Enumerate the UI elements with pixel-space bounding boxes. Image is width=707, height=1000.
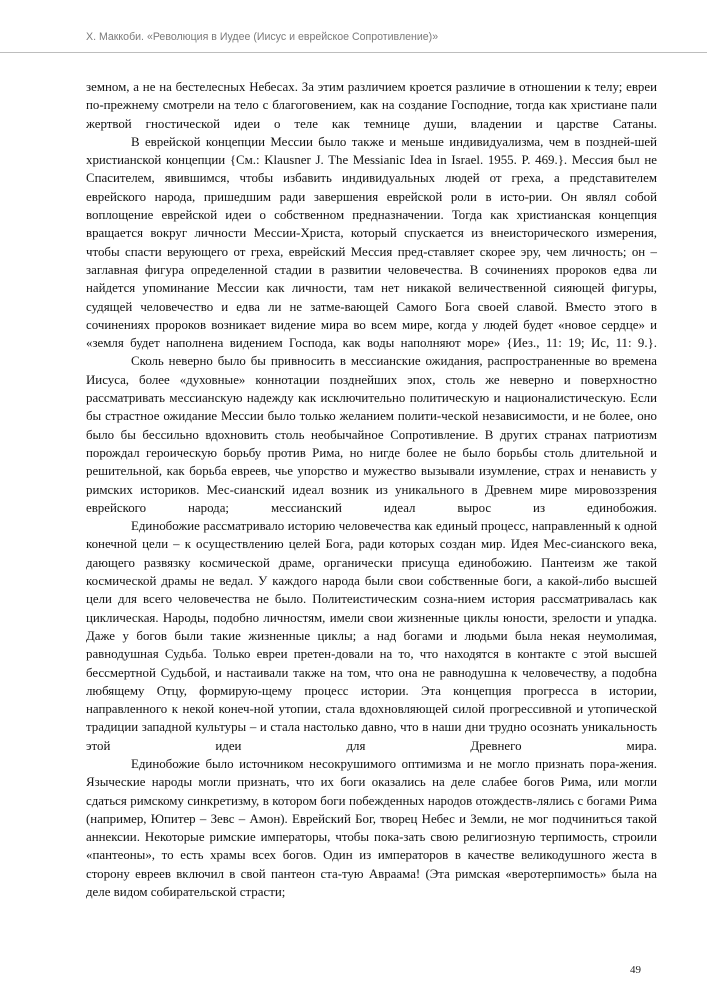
paragraph-3: Сколь неверно было бы привносить в мессианские ожидания, распространенные во времена Иисуса, более «духовные» коннотации позднейших эпох, столь же неверно и поверхностно рассматривать мессианскую надежду как исключительно политическую и националистическую. Если бы страстное ожидание Мессии было только желанием полити-ческой независимости, и не более, оно было бы бессильно вдохновить столь необычайное Сопротивление. В других странах патриотизм порождал героическую борьбу против Рима, но нигде более не было борьбы столь длительной и решительной, как борьба евреев, чье упорство и мужество вызывали изумление, страх и ненависть у римских историков. Мес-сианский идеал возник из уникального в Древнем мире мировоззрения еврейского народа; мессианский идеал вырос из единобожия. xyxy=(86,354,657,515)
paragraph-5: Единобожие было источником несокрушимого оптимизма и не могло признать пора-жения. Языческие народы могли признать, что их боги оказались на деле слабее богов Рима, или могли сдаться римскому синкретизму, в котором боги побежденных народов отождеств-лялись с богами Рима (например, Юпитер – Зевс – Амон). Еврейский Бог, творец Небес и Земли, не мог подчиниться такой аннексии. Некоторые римские императоры, чтобы пока-зать свою религиозную терпимость, строили «пантеоны», то есть храмы всех богов. Один из императоров в качестве великодушного жеста в сторону евреев включил в свой пантеон ста-тую Авраама! (Эта римская «веротерпимость» была на деле видом собирательской страсти; xyxy=(86,756,657,900)
body-text xyxy=(86,78,657,901)
header-divider xyxy=(0,52,707,53)
paragraph-2: В еврейской концепции Мессии было также и меньше индивидуализма, чем в поздней-шей христианской концепции {См.: Klausner J. The Messianic Idea in Israel. 1955. P. 469.}. Мессия был не Спасителем, явившимся, чтобы избавить индивидуальных людей от греха, а представителем еврейского народа, пришедшим ради завершения еврейской роли в исто-рии. Он являл собой воплощение еврейской идеи о собственном предназначении. Тогда как христианская концепция вращается вокруг личности Мессии-Христа, который спускается из внеисторического измерения, чтобы спасти верующего от греха, еврейский Мессия пред-ставляет скорее эру, чем личность; он – заглавная фигура определенной стадии в развитии человечества. В сочинениях пророков едва ли найдется упоминание Мессии как личности, там нет никакой величественной сияющей фигуры, судящей человечество и едва ли не затме-вающей Самого Бога своей славой. Вместо этого в сочинениях пророков возникает видение мира во всем мире, когда у людей будет «новое сердце» и «земля будет наполнена видением Господа, как воды наполняют море» {Иез., 11: 19; Ис, 11: 9.}. xyxy=(86,134,657,351)
page-number: 49 xyxy=(630,964,641,976)
paragraph-1: земном, а не на бестелесных Небесах. За этим различием кроется различие в отношении к телу; евреи по-прежнему смотрели на тело с благоговением, как на создание Господние, тогда как христиане пали жертвой гностической идеи о теле как темнице души, владении и царстве Сатаны. xyxy=(86,80,657,131)
running-header: Х. Маккоби. «Революция в Иудее (Иисус и еврейское Сопротивление)» xyxy=(86,31,439,43)
paragraph-4: Единобожие рассматривало историю человечества как единый процесс, направленный к одной конечной цели – к осуществлению целей Бога, ради которых создан мир. Идея Мес-сианского века, дающего развязку космической драме, органически присуща единобожию. Пантеизм же такой космической драмы не ведал. У каждого народа были свои собственные боги, а какой-либо высшей цели для всего человечества не было. Политеистическим созна-нием история рассматривалась как циклическая. Народы, подобно личностям, имели свои жизненные циклы юности, зрелости и упадка. Даже у богов были такие жизненные циклы; а над богами и людьми была некая неумолимая, равнодушная Судьба. Только евреи претен-довали на то, что находятся в контакте с этой высшей бессмертной Судьбой, и настаивали также на том, что она не равнодушна к человечеству, а подобна любящему Отцу, формирую-щему процесс истории. Эта концепция прогресса в истории, направленного к некой конеч-ной утопии, стала вдохновляющей силой прогрессивной и утопической традиции западной культуры – и стала настолько давно, что в наши дни трудно осознать уникальность этой идеи для Древнего мира. xyxy=(86,519,657,753)
